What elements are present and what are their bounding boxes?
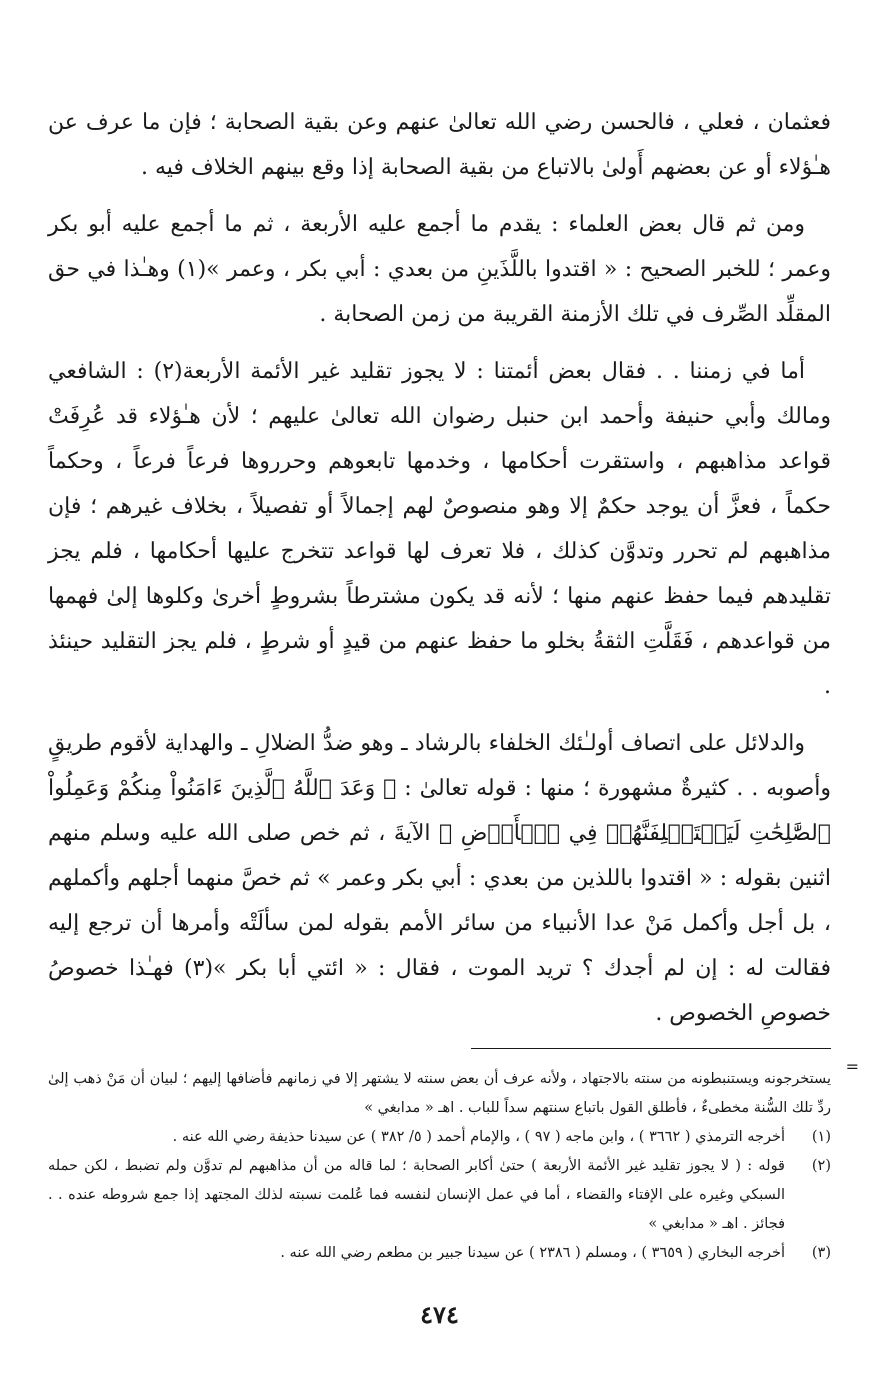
footnote-continuation (48, 1065, 831, 1123)
paragraph-4: والدلائل على اتصاف أولـٰئك الخلفاء بالرشاد ـ وهو ضدُّ الضلالِ ـ والهداية لأقوم طريقٍ وأصوبه . . كثيرةٌ مشهورة ؛ منها : قوله تعالىٰ : ﴿ وَعَدَ ٱللَّهُ ٱلَّذِينَ ءَامَنُواْ مِنكُمْ وَعَمِلُواْ ٱلصَّٰلِحَٰتِ لَيَسۡتَخۡلِفَنَّهُمۡ فِي ٱلۡأَرۡضِ ﴾ الآيةَ ، ثم خص صلى الله عليه وسلم منهم اثنين بقوله : « اقتدوا باللذين من بعدي : أبي بكر وعمر » ثم خصَّ منهما أجلهم وأكملهم ، بل أجل وأكمل مَنْ عدا الأنبياء من سائر الأمم بقوله لمن سألَتْه وأمرها أن ترجع إليه فقالت له : إن لم أجدك ؟ تريد الموت ، فقال : « ائتي أبا بكر »(٣) فهـٰذا خصوصُ خصوصِ الخصوص . (48, 731, 831, 1026)
footnote-2 (48, 1152, 831, 1239)
main-text (48, 100, 831, 1036)
footnote-continuation-text: يستخرجونه ويستنبطونه من سنته بالاجتهاد ، ولأنه عرف أن بعض سنته لا يشتهر إلا في زمانهم فأضافها إليهم ؛ لبيان أن مَنْ ذهب إلىٰ ردِّ تلك السُّنة مخطىءٌ ، فأطلق القول باتباع سنتهم سداً للباب . اهـ « مدابغي » (48, 1071, 831, 1116)
footnote-2-number: (٢) (811, 1158, 831, 1174)
main-text-body (48, 100, 831, 1048)
paragraph-1: فعثمان ، فعلي ، فالحسن رضي الله تعالىٰ عنهم وعن بقية الصحابة ؛ فإن ما عرف عن هـٰؤلاء أو عن بعضهم أَولىٰ بالاتباع من بقية الصحابة إذا وقع بينهم الخلاف فيه . (48, 110, 831, 180)
footnote-1 (48, 1123, 831, 1152)
footnote-separator (471, 1048, 859, 1076)
footnote-3 (48, 1239, 831, 1268)
page-number: ٤٧٤ (420, 1300, 459, 1329)
paragraph-2: ومن ثم قال بعض العلماء : يقدم ما أجمع عليه الأربعة ، ثم ما أجمع عليه أبو بكر وعمر ؛ للخبر الصحيح : « اقتدوا باللَّذَينِ من بعدي : أبي بكر ، وعمر »(١) وهـٰذا في حق المقلِّد الصِّرف في تلك الأزمنة القريبة من زمن الصحابة . (48, 212, 831, 327)
footnote-1-number: (١) (811, 1129, 831, 1145)
footnote-3-number: (٣) (811, 1245, 831, 1261)
footnote-1-text: أخرجه الترمذي ( ٣٦٦٢ ) ، وابن ماجه ( ٩٧ ) ، والإمام أحمد ( ٥/ ٣٨٢ ) عن سيدنا حذيفة رضي الله عنه . (172, 1129, 785, 1145)
footnotes-section (48, 1048, 859, 1268)
paragraph-3: أما في زمننا . . فقال بعض أئمتنا : لا يجوز تقليد غير الأئمة الأربعة(٢) : الشافعي ومالك وأبي حنيفة وأحمد ابن حنبل رضوان الله تعالىٰ عليهم ؛ لأن هـٰؤلاء قد عُرِفَتْ قواعد مذاهبهم ، واستقرت أحكامها ، وخدمها تابعوهم وحرروها فرعاً فرعاً ، وحكماً حكماً ، فعزَّ أن يوجد حكمٌ إلا وهو منصوصٌ لهم إجمالاً أو تفصيلاً ، بخلاف غيرهم ؛ فإن مذاهبهم لم تحرر وتدوَّن كذلك ، فلا تعرف لها قواعد تتخرج عليها أحكامها ، فلم يجز تقليدهم فيما حفظ عنهم منها ؛ لأنه قد يكون مشترطاً بشروطٍ أخرىٰ وكلوها إلىٰ فهمها من قواعدهم ، فَقَلَّتِ الثقةُ بخلو ما حفظ عنهم من قيدٍ أو شرطٍ ، فلم يجز التقليد حينئذ . (48, 359, 831, 699)
footnote-3-text: أخرجه البخاري ( ٣٦٥٩ ) ، ومسلم ( ٢٣٨٦ ) عن سيدنا جبير بن مطعم رضي الله عنه . (280, 1245, 785, 1261)
footnote-list (48, 1065, 831, 1268)
footnote-2-text: قوله : ( لا يجوز تقليد غير الأئمة الأربعة ) حتىٰ أكابر الصحابة ؛ لما قاله من أن مذاهبهم لم تدوَّن ولم تضبط ، لكن حمله السبكي وغيره على الإفتاء والقضاء ، أما في عمل الإنسان لنفسه فما عُلمت نسبته لذلك المجتهد إذا جمع شروطه عنده . . فجائز . اهـ « مدابغي » (48, 1158, 785, 1232)
footnote-continuation-mark: = (845, 1057, 859, 1076)
